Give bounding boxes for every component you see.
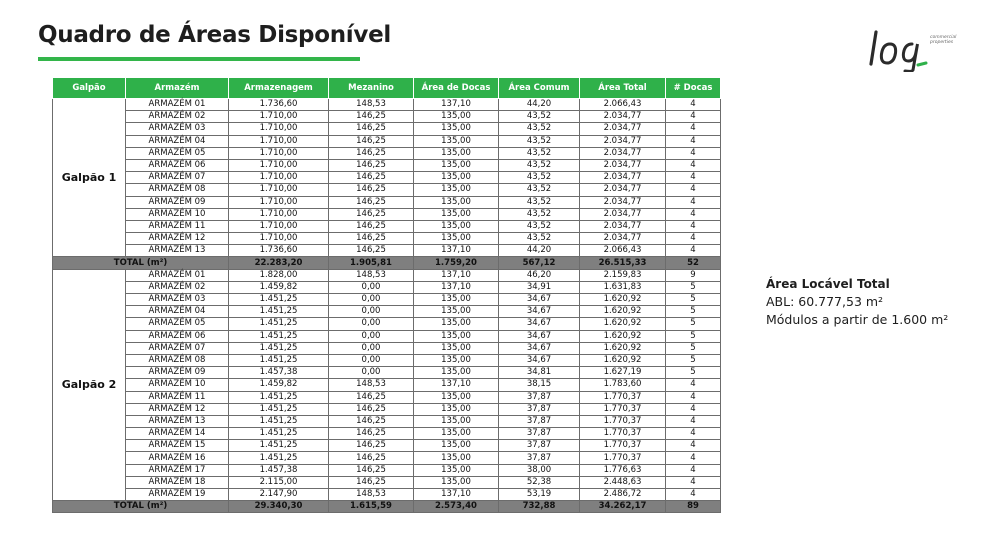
table-cell: 37,87 (499, 403, 580, 415)
table-cell: 146,25 (329, 196, 414, 208)
table-cell: 5 (666, 281, 721, 293)
table-cell: 46,20 (499, 269, 580, 281)
table-cell: 43,52 (499, 184, 580, 196)
table-cell: 135,00 (414, 428, 499, 440)
table-cell: 0,00 (329, 306, 414, 318)
table-cell: 137,10 (414, 99, 499, 111)
table-row (53, 489, 721, 501)
total-cell: 567,12 (499, 257, 580, 269)
table-cell: 135,00 (414, 196, 499, 208)
table-cell: 0,00 (329, 354, 414, 366)
total-cell: 89 (666, 501, 721, 513)
table-cell: ARMAZÉM 09 (126, 196, 229, 208)
table-cell: 135,00 (414, 111, 499, 123)
table-cell: 135,00 (414, 415, 499, 427)
table-cell: 34,67 (499, 318, 580, 330)
table-cell: 148,53 (329, 269, 414, 281)
table-cell: ARMAZÉM 13 (126, 245, 229, 257)
table-cell: 1.459,82 (229, 379, 329, 391)
summary-modules: Módulos a partir de 1.600 m² (766, 312, 949, 327)
table-cell: 1.451,25 (229, 428, 329, 440)
table-cell: ARMAZÉM 15 (126, 440, 229, 452)
table-row (53, 233, 721, 245)
table-cell: 135,00 (414, 220, 499, 232)
table-cell: 135,00 (414, 135, 499, 147)
total-cell: 22.283,20 (229, 257, 329, 269)
col-header-armazem: Armazém (126, 78, 229, 99)
table-cell: 1.828,00 (229, 269, 329, 281)
table-cell: 135,00 (414, 367, 499, 379)
table-cell: 4 (666, 428, 721, 440)
table-cell: ARMAZÉM 10 (126, 208, 229, 220)
table-row (53, 342, 721, 354)
table-cell: 4 (666, 220, 721, 232)
table-cell: 146,25 (329, 208, 414, 220)
table-cell: 2.034,77 (580, 220, 666, 232)
table-cell: 4 (666, 159, 721, 171)
table-row (53, 415, 721, 427)
table-cell: 34,67 (499, 306, 580, 318)
table-cell: 137,10 (414, 245, 499, 257)
col-header-area-comum: Área Comum (499, 78, 580, 99)
table-cell: 4 (666, 476, 721, 488)
table-row (53, 440, 721, 452)
table-cell: 43,52 (499, 233, 580, 245)
total-cell: 29.340,30 (229, 501, 329, 513)
col-header-mezanino: Mezanino (329, 78, 414, 99)
table-row (53, 208, 721, 220)
table-cell: 146,25 (329, 391, 414, 403)
table-cell: 1.770,37 (580, 391, 666, 403)
table-cell: 146,25 (329, 245, 414, 257)
table-cell: 4 (666, 208, 721, 220)
table-cell: ARMAZÉM 08 (126, 184, 229, 196)
table-cell: 146,25 (329, 428, 414, 440)
table-row (53, 379, 721, 391)
table-cell: 135,00 (414, 476, 499, 488)
table-row (53, 147, 721, 159)
table-row (53, 391, 721, 403)
page-title: Quadro de Áreas Disponível (38, 22, 391, 48)
table-cell: ARMAZÉM 01 (126, 99, 229, 111)
table-cell: 146,25 (329, 111, 414, 123)
table-cell: 34,67 (499, 354, 580, 366)
logo-subtitle: commercial properties (930, 35, 957, 45)
total-cell: 52 (666, 257, 721, 269)
table-row (53, 428, 721, 440)
summary-heading: Área Locável Total (766, 277, 890, 291)
table-row (53, 245, 721, 257)
table-cell: 135,00 (414, 452, 499, 464)
table-cell: 1.770,37 (580, 452, 666, 464)
table-cell: 146,25 (329, 403, 414, 415)
table-cell: 2.066,43 (580, 245, 666, 257)
table-row (53, 403, 721, 415)
table-cell: ARMAZÉM 09 (126, 367, 229, 379)
table-cell: ARMAZÉM 19 (126, 489, 229, 501)
total-row (53, 501, 721, 513)
table-cell: ARMAZÉM 11 (126, 220, 229, 232)
total-cell: 34.262,17 (580, 501, 666, 513)
table-cell: 5 (666, 354, 721, 366)
table-row (53, 476, 721, 488)
table-cell: 146,25 (329, 184, 414, 196)
total-cell: 732,88 (499, 501, 580, 513)
table-cell: 1.783,60 (580, 379, 666, 391)
table-row (53, 330, 721, 342)
table-cell: 1.620,92 (580, 330, 666, 342)
table-cell: 137,10 (414, 489, 499, 501)
col-header-area-docas: Área de Docas (414, 78, 499, 99)
table-cell: 4 (666, 233, 721, 245)
table-cell: 37,87 (499, 440, 580, 452)
table-cell: 2.034,77 (580, 208, 666, 220)
table-cell: 135,00 (414, 123, 499, 135)
table-cell: 1.710,00 (229, 196, 329, 208)
table-cell: 2.034,77 (580, 159, 666, 171)
table-cell: 146,25 (329, 452, 414, 464)
table-cell: ARMAZÉM 03 (126, 294, 229, 306)
col-header-galpao: Galpão (53, 78, 126, 99)
table-cell: 2.147,90 (229, 489, 329, 501)
table-cell: ARMAZÉM 02 (126, 281, 229, 293)
table-cell: 43,52 (499, 159, 580, 171)
table-cell: 135,00 (414, 147, 499, 159)
table-cell: ARMAZÉM 04 (126, 306, 229, 318)
table-cell: 1.710,00 (229, 208, 329, 220)
table-cell: 135,00 (414, 330, 499, 342)
table-cell: 38,00 (499, 464, 580, 476)
table-cell: 34,81 (499, 367, 580, 379)
table-row (53, 184, 721, 196)
table-cell: 146,25 (329, 147, 414, 159)
table-row (53, 111, 721, 123)
total-cell: 1.615,59 (329, 501, 414, 513)
total-label: TOTAL (m²) (53, 257, 229, 269)
table-cell: 137,10 (414, 281, 499, 293)
table-cell: 4 (666, 415, 721, 427)
table-cell: ARMAZÉM 12 (126, 233, 229, 245)
table-cell: 1.620,92 (580, 306, 666, 318)
table-cell: 148,53 (329, 489, 414, 501)
table-cell: 4 (666, 147, 721, 159)
table-cell: ARMAZÉM 11 (126, 391, 229, 403)
total-row (53, 257, 721, 269)
table-cell: 5 (666, 330, 721, 342)
table-cell: ARMAZÉM 12 (126, 403, 229, 415)
table-cell: ARMAZÉM 05 (126, 318, 229, 330)
table-cell: 4 (666, 452, 721, 464)
title-underline (38, 57, 360, 61)
table-cell: 146,25 (329, 135, 414, 147)
table-row (53, 281, 721, 293)
table-row (53, 306, 721, 318)
table-row (53, 123, 721, 135)
table-cell: 1.451,25 (229, 294, 329, 306)
table-cell: 4 (666, 123, 721, 135)
table-cell: 2.034,77 (580, 172, 666, 184)
table-cell: 43,52 (499, 172, 580, 184)
table-cell: 1.736,60 (229, 245, 329, 257)
col-header-area-total: Área Total (580, 78, 666, 99)
table-row (53, 172, 721, 184)
table-cell: 1.451,25 (229, 306, 329, 318)
table-cell: 5 (666, 318, 721, 330)
table-cell: 135,00 (414, 208, 499, 220)
table-row (53, 464, 721, 476)
table-cell: 146,25 (329, 464, 414, 476)
table-cell: 135,00 (414, 294, 499, 306)
table-cell: 2.034,77 (580, 147, 666, 159)
table-header-row (53, 78, 721, 99)
table-cell: 146,25 (329, 159, 414, 171)
summary-abl: ABL: 60.777,53 m² (766, 294, 884, 309)
table-cell: 1.710,00 (229, 172, 329, 184)
table-cell: ARMAZÉM 17 (126, 464, 229, 476)
table-cell: 4 (666, 489, 721, 501)
table-cell: 2.034,77 (580, 233, 666, 245)
table-cell: 2.034,77 (580, 135, 666, 147)
table-cell: 135,00 (414, 354, 499, 366)
table-cell: 2.034,77 (580, 123, 666, 135)
table-cell: 43,52 (499, 208, 580, 220)
table-cell: 4 (666, 111, 721, 123)
table-cell: 1.710,00 (229, 233, 329, 245)
table-cell: 4 (666, 172, 721, 184)
table-cell: 9 (666, 269, 721, 281)
table-cell: 1.710,00 (229, 184, 329, 196)
table-cell: 1.451,25 (229, 440, 329, 452)
table-cell: 4 (666, 196, 721, 208)
table-row (53, 135, 721, 147)
table-cell: 1.710,00 (229, 123, 329, 135)
total-label: TOTAL (m²) (53, 501, 229, 513)
galpao-label: Galpão 1 (53, 99, 126, 257)
table-cell: 4 (666, 135, 721, 147)
table-cell: 43,52 (499, 135, 580, 147)
table-cell: ARMAZÉM 03 (126, 123, 229, 135)
table-cell: 43,52 (499, 196, 580, 208)
table-cell: 1.770,37 (580, 415, 666, 427)
table-row (53, 159, 721, 171)
table-cell: 2.034,77 (580, 196, 666, 208)
table-cell: 146,25 (329, 415, 414, 427)
table-cell: 1.457,38 (229, 367, 329, 379)
table-row (53, 220, 721, 232)
table-cell: 2.115,00 (229, 476, 329, 488)
table-cell: ARMAZÉM 06 (126, 330, 229, 342)
table-cell: 1.620,92 (580, 294, 666, 306)
table-cell: 4 (666, 245, 721, 257)
table-cell: 43,52 (499, 147, 580, 159)
table-cell: 2.448,63 (580, 476, 666, 488)
total-cell: 2.573,40 (414, 501, 499, 513)
table-cell: ARMAZÉM 05 (126, 147, 229, 159)
table-cell: 34,67 (499, 342, 580, 354)
table-cell: 1.620,92 (580, 318, 666, 330)
table-cell: 44,20 (499, 245, 580, 257)
total-cell: 1.759,20 (414, 257, 499, 269)
table-row (53, 354, 721, 366)
table-cell: 1.710,00 (229, 159, 329, 171)
table-cell: 1.710,00 (229, 220, 329, 232)
table-cell: 1.451,25 (229, 330, 329, 342)
table-row (53, 269, 721, 281)
table-cell: 0,00 (329, 330, 414, 342)
table-cell: 1.451,25 (229, 342, 329, 354)
table-cell: 1.451,25 (229, 452, 329, 464)
table-row (53, 294, 721, 306)
table-cell: 135,00 (414, 342, 499, 354)
table-cell: 148,53 (329, 379, 414, 391)
table-cell: 37,87 (499, 415, 580, 427)
table-cell: ARMAZÉM 08 (126, 354, 229, 366)
table-cell: 4 (666, 99, 721, 111)
table-cell: 1.770,37 (580, 440, 666, 452)
table-row (53, 367, 721, 379)
table-cell: ARMAZÉM 10 (126, 379, 229, 391)
table-cell: 146,25 (329, 123, 414, 135)
table-cell: 52,38 (499, 476, 580, 488)
table-cell: 43,52 (499, 220, 580, 232)
table-row (53, 318, 721, 330)
table-cell: 135,00 (414, 318, 499, 330)
table-cell: 34,67 (499, 330, 580, 342)
table-cell: 5 (666, 342, 721, 354)
table-cell: 146,25 (329, 220, 414, 232)
table-cell: 43,52 (499, 123, 580, 135)
table-cell: 1.459,82 (229, 281, 329, 293)
table-cell: 5 (666, 306, 721, 318)
table-cell: 1.710,00 (229, 111, 329, 123)
table-row (53, 196, 721, 208)
table-cell: 146,25 (329, 476, 414, 488)
table-cell: ARMAZÉM 02 (126, 111, 229, 123)
table-cell: 4 (666, 391, 721, 403)
table-cell: 2.034,77 (580, 184, 666, 196)
table-cell: 0,00 (329, 342, 414, 354)
table-cell: 135,00 (414, 464, 499, 476)
table-cell: 0,00 (329, 294, 414, 306)
total-cell: 26.515,33 (580, 257, 666, 269)
area-summary (766, 277, 948, 330)
table-cell: 2.034,77 (580, 111, 666, 123)
table-cell: 135,00 (414, 403, 499, 415)
table-cell: ARMAZÉM 04 (126, 135, 229, 147)
table-cell: 1.631,83 (580, 281, 666, 293)
table-cell: 34,91 (499, 281, 580, 293)
table-cell: 1.451,25 (229, 354, 329, 366)
table-cell: ARMAZÉM 06 (126, 159, 229, 171)
table-cell: 146,25 (329, 233, 414, 245)
table-cell: ARMAZÉM 14 (126, 428, 229, 440)
table-row (53, 452, 721, 464)
table-body (53, 99, 721, 513)
table-cell: 1.451,25 (229, 318, 329, 330)
table-cell: 2.486,72 (580, 489, 666, 501)
table-cell: 1.457,38 (229, 464, 329, 476)
table-cell: 5 (666, 367, 721, 379)
table-cell: 34,67 (499, 294, 580, 306)
table-cell: 1.776,63 (580, 464, 666, 476)
table-cell: 146,25 (329, 172, 414, 184)
table-cell: 4 (666, 440, 721, 452)
table-cell: 53,19 (499, 489, 580, 501)
table-cell: 0,00 (329, 318, 414, 330)
table-cell: 1.736,60 (229, 99, 329, 111)
col-header-num-docas: # Docas (666, 78, 721, 99)
table-cell: 1.627,19 (580, 367, 666, 379)
table-cell: 37,87 (499, 428, 580, 440)
table-cell: 1.620,92 (580, 342, 666, 354)
table-cell: 1.770,37 (580, 428, 666, 440)
table-cell: 137,10 (414, 269, 499, 281)
col-header-armazenagem: Armazenagem (229, 78, 329, 99)
table-cell: 4 (666, 379, 721, 391)
table-cell: 1.620,92 (580, 354, 666, 366)
table-cell: ARMAZÉM 07 (126, 172, 229, 184)
table-cell: 1.451,25 (229, 415, 329, 427)
table-cell: 146,25 (329, 440, 414, 452)
table-cell: 135,00 (414, 440, 499, 452)
table-cell: 135,00 (414, 233, 499, 245)
table-cell: 37,87 (499, 452, 580, 464)
galpao-label: Galpão 2 (53, 269, 126, 501)
table-cell: 135,00 (414, 184, 499, 196)
table-cell: ARMAZÉM 01 (126, 269, 229, 281)
areas-table (52, 77, 721, 513)
table-cell: 0,00 (329, 367, 414, 379)
table-cell: 1.451,25 (229, 403, 329, 415)
table-cell: 0,00 (329, 281, 414, 293)
total-cell: 1.905,81 (329, 257, 414, 269)
table-cell: 38,15 (499, 379, 580, 391)
table-cell: 137,10 (414, 379, 499, 391)
table-cell: 148,53 (329, 99, 414, 111)
table-row (53, 99, 721, 111)
table-cell: 135,00 (414, 306, 499, 318)
table-cell: 5 (666, 294, 721, 306)
table-cell: 135,00 (414, 159, 499, 171)
table-cell: 1.710,00 (229, 147, 329, 159)
table-cell: 2.066,43 (580, 99, 666, 111)
table-cell: ARMAZÉM 18 (126, 476, 229, 488)
table-cell: 37,87 (499, 391, 580, 403)
table-cell: 1.451,25 (229, 391, 329, 403)
table-cell: ARMAZÉM 07 (126, 342, 229, 354)
table-cell: 43,52 (499, 111, 580, 123)
table-cell: 4 (666, 403, 721, 415)
table-cell: 135,00 (414, 391, 499, 403)
table-cell: 44,20 (499, 99, 580, 111)
table-cell: 1.710,00 (229, 135, 329, 147)
table-cell: ARMAZÉM 16 (126, 452, 229, 464)
table-cell: 1.770,37 (580, 403, 666, 415)
table-cell: 4 (666, 184, 721, 196)
table-cell: 2.159,83 (580, 269, 666, 281)
table-cell: 135,00 (414, 172, 499, 184)
table-cell: ARMAZÉM 13 (126, 415, 229, 427)
table-cell: 4 (666, 464, 721, 476)
